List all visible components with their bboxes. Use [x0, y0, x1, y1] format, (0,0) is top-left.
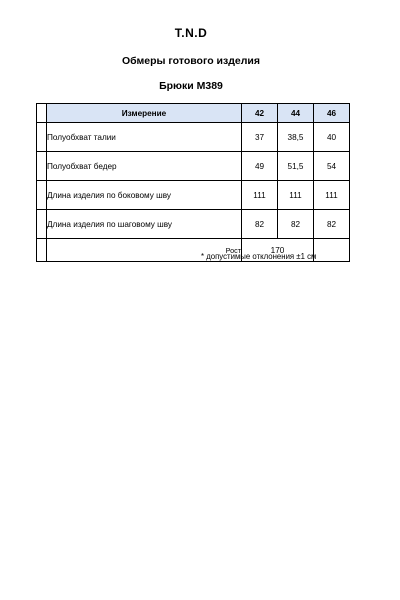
- table-row: [37, 210, 350, 239]
- table-cell: 111: [278, 181, 314, 210]
- height-value: 170: [242, 239, 314, 262]
- blank-cell: [37, 123, 47, 152]
- row-label: Длина изделия по боковому шву: [47, 181, 242, 210]
- product-title: Брюки М389: [159, 80, 223, 92]
- table-cell: 82: [242, 210, 278, 239]
- table-row: [37, 181, 350, 210]
- row-label: Полуобхват талии: [47, 123, 242, 152]
- table-cell: 82: [314, 210, 350, 239]
- table-cell: 40: [314, 123, 350, 152]
- table-cell: 51,5: [278, 152, 314, 181]
- column-header-measurement: Измерение: [47, 104, 242, 123]
- column-header-size: 46: [314, 104, 350, 123]
- tolerance-note: * допустимые отклонения ±1 см: [201, 252, 317, 261]
- column-header-size: 44: [278, 104, 314, 123]
- blank-cell: [37, 181, 47, 210]
- table-cell: 49: [242, 152, 278, 181]
- table-cell: 38,5: [278, 123, 314, 152]
- table-cell: 54: [314, 152, 350, 181]
- measurements-table: [36, 103, 350, 262]
- table-cell: 82: [278, 210, 314, 239]
- blank-cell: [314, 239, 350, 262]
- row-label: Длина изделия по шаговому шву: [47, 210, 242, 239]
- table-cell: 111: [242, 181, 278, 210]
- blank-cell: [37, 152, 47, 181]
- table-cell: 37: [242, 123, 278, 152]
- document-title: Обмеры готового изделия: [122, 55, 260, 67]
- blank-cell: [37, 104, 47, 123]
- table-cell: 111: [314, 181, 350, 210]
- table-row: [37, 123, 350, 152]
- table-row: [37, 152, 350, 181]
- blank-cell: [37, 239, 47, 262]
- row-label: Полуобхват бедер: [47, 152, 242, 181]
- blank-cell: [37, 210, 47, 239]
- brand-name: T.N.D: [174, 26, 208, 40]
- height-label: Рост: [47, 239, 242, 262]
- column-header-size: 42: [242, 104, 278, 123]
- table-header-row: [37, 104, 350, 123]
